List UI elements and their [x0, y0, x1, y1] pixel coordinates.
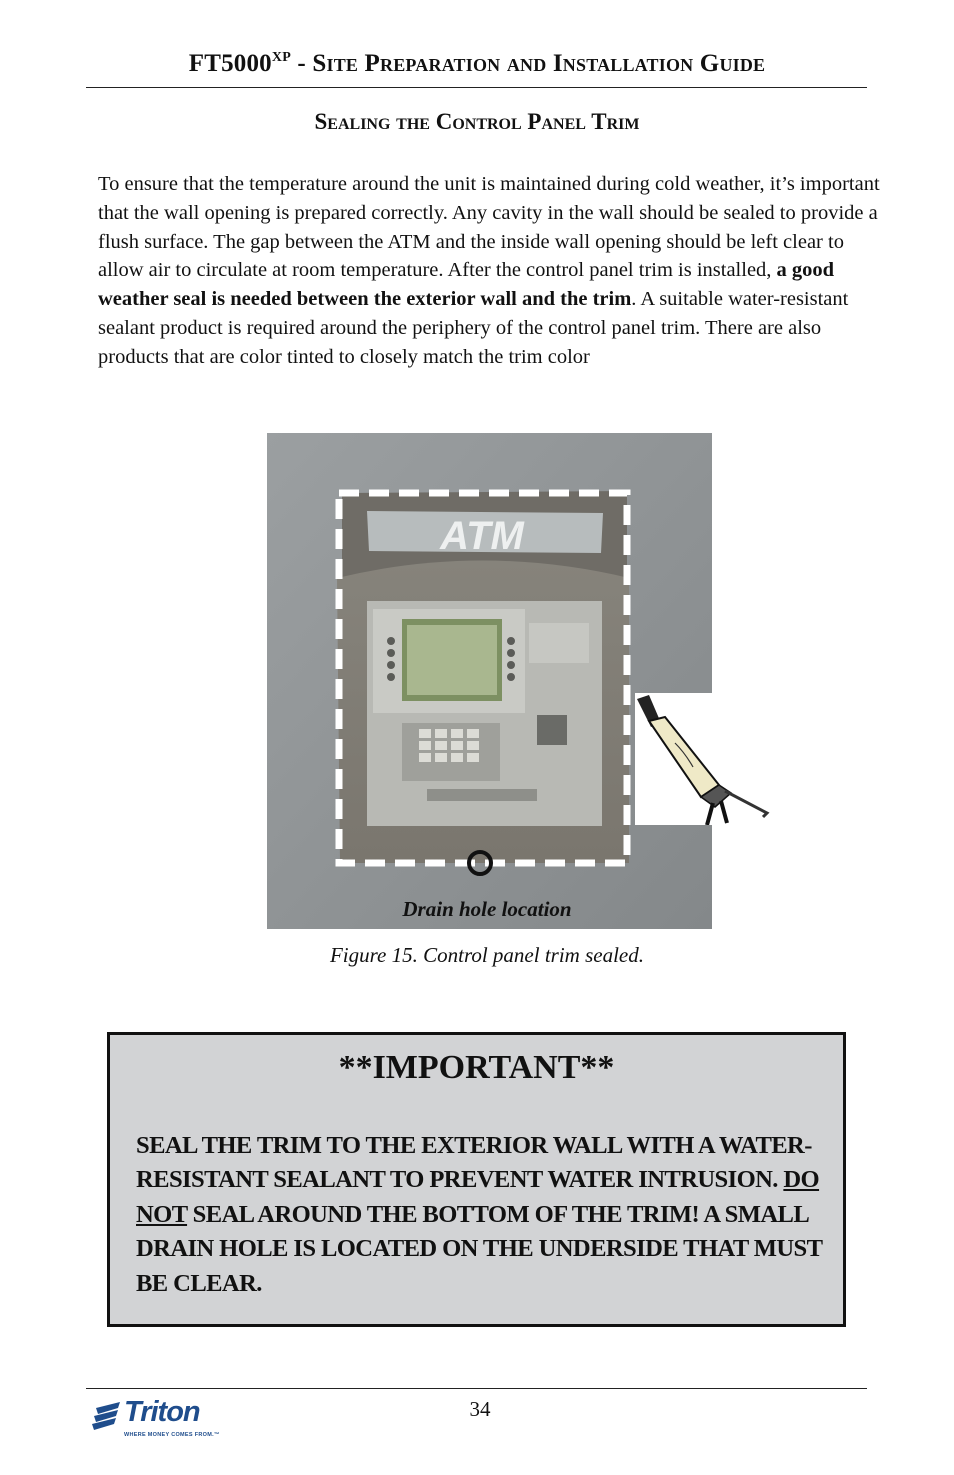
- section-title: Sealing the Control Panel Trim: [314, 109, 640, 134]
- atm-illustration: [267, 433, 712, 929]
- header-rule: [86, 87, 867, 88]
- body-paragraph: [98, 170, 888, 372]
- caulk-gun-icon: [635, 693, 775, 825]
- page-number: 34: [469, 1397, 491, 1421]
- figure-caption: Figure 15. Control panel trim sealed.: [329, 943, 644, 967]
- triton-logo-text: Triton: [124, 1396, 200, 1428]
- footer-rule: [86, 1388, 867, 1389]
- body-text-1: To ensure that the temperature around the unit is maintained during cold weather, it’s important that the wall opening is prepared correctly. Any cavity in the wall should be sealed to provide a flush surface. The gap between the ATM and the inside wall opening should be left clear to allow air to circulate at room temperature. After the control panel trim is installed,: [98, 173, 880, 282]
- important-notice: [107, 1032, 846, 1327]
- page-header: [0, 50, 954, 78]
- triton-logo-tagline: WHERE MONEY COMES FROM.™: [124, 1432, 220, 1438]
- header-separator: -: [290, 50, 313, 77]
- important-text: [136, 1129, 826, 1301]
- important-title: **IMPORTANT**: [338, 1049, 615, 1086]
- triton-logo: [92, 1396, 220, 1438]
- important-underline: DO NOT: [136, 1166, 820, 1228]
- header-model: FT5000: [188, 50, 272, 77]
- atm-photo: [267, 433, 712, 929]
- body-text-bold: a good weather seal is needed between the exterior wall and the trim: [98, 259, 835, 311]
- important-text-2: SEAL AROUND THE BOTTOM OF THE TRIM! A SMALL DRAIN HOLE IS LOCATED ON THE UNDERSIDE THAT MUST BE CLEAR.: [136, 1200, 822, 1297]
- triton-logo-icon: [92, 1400, 122, 1432]
- header-title: Site Preparation and Installation Guide: [312, 50, 766, 77]
- important-text-1: SEAL THE TRIM TO THE EXTERIOR WALL WITH A WATER-RESISTANT SEALANT TO PREVENT WATER INTRUSION.: [136, 1132, 812, 1194]
- drain-hole-label: Drain hole location: [402, 897, 572, 921]
- header-model-suffix: XP: [271, 50, 291, 65]
- body-text-2: . A suitable water-resistant sealant product is required around the periphery of the control panel trim. There are also products that are color tinted to closely match the trim color: [98, 288, 849, 368]
- atm-sign-text: ATM: [440, 514, 524, 558]
